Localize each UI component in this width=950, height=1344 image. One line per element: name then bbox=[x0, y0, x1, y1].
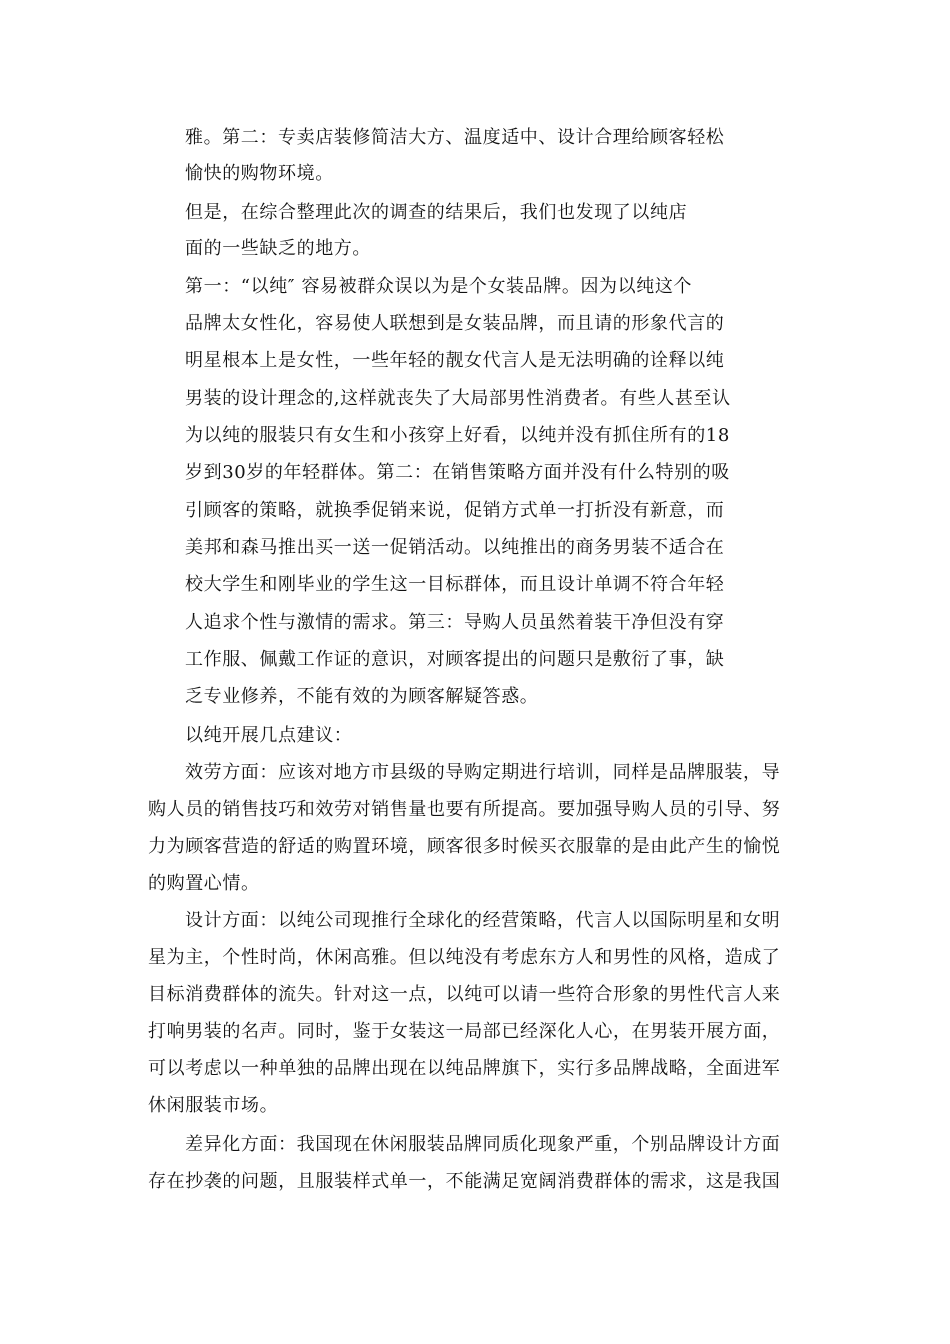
text-line: 为以纯的服装只有女生和小孩穿上好看，以纯并没有抓住所有的18 bbox=[185, 425, 730, 446]
section-heading: 以纯开展几点建议： bbox=[185, 725, 353, 746]
text-line: 乏专业修养，不能有效的为顾客解疑答惑。 bbox=[185, 686, 539, 707]
text-line: 可以考虑以一种单独的品牌出现在以纯品牌旗下，实行多品牌战略，全面进军 bbox=[148, 1058, 781, 1079]
text-line: 打响男装的名声。同时，鉴于女装这一局部已经深化人心，在男装开展方面， bbox=[148, 1021, 781, 1042]
text-line: 工作服、佩戴工作证的意识，对顾客提出的问题只是敷衍了事，缺 bbox=[185, 649, 725, 670]
text-line: 差异化方面：我国现在休闲服装品牌同质化现象严重，个别品牌设计方面 bbox=[185, 1134, 781, 1155]
text-line: 明星根本上是女性，一些年轻的靓女代言人是无法明确的诠释以纯 bbox=[185, 350, 725, 371]
text-line: 岁到30岁的年轻群体。第二：在销售策略方面并没有什么特别的吸 bbox=[185, 462, 730, 483]
text-line: 美邦和森马推出买一送一促销活动。以纯推出的商务男装不适合在 bbox=[185, 537, 725, 558]
text-line: 人追求个性与激情的需求。第三：导购人员虽然着装干净但没有穿 bbox=[185, 612, 725, 633]
text-line: 的购置心情。 bbox=[148, 873, 260, 894]
text-line: 愉快的购物环境。 bbox=[185, 163, 334, 184]
text-line: 但是，在综合整理此次的调查的结果后，我们也发现了以纯店 bbox=[185, 202, 688, 223]
text-line: 购人员的销售技巧和效劳对销售量也要有所提高。要加强导购人员的引导、努 bbox=[148, 799, 781, 820]
text-line: 休闲服装市场。 bbox=[148, 1095, 279, 1116]
text-line: 第一：“以纯″ 容易被群众误以为是个女装品牌。因为以纯这个 bbox=[185, 276, 693, 297]
text-line: 星为主，个性时尚，休闲高雅。但以纯没有考虑东方人和男性的风格，造成了 bbox=[148, 947, 781, 968]
text-line: 效劳方面：应该对地方市县级的导购定期进行培训，同样是品牌服装，导 bbox=[185, 762, 781, 783]
text-line: 存在抄袭的问题，且服装样式单一，不能满足宽阔消费群体的需求，这是我国 bbox=[148, 1171, 781, 1192]
text-line: 校大学生和刚毕业的学生这一目标群体，而且设计单调不符合年轻 bbox=[185, 574, 725, 595]
text-line: 雅。第二：专卖店装修简洁大方、温度适中、设计合理给顾客轻松 bbox=[185, 127, 725, 148]
text-line: 力为顾客营造的舒适的购置环境，顾客很多时候买衣服靠的是由此产生的愉悦 bbox=[148, 836, 781, 857]
text-line: 男装的设计理念的,这样就丧失了大局部男性消费者。有些人甚至认 bbox=[185, 388, 731, 409]
text-line: 面的一些缺乏的地方。 bbox=[185, 238, 371, 259]
text-line: 设计方面：以纯公司现推行全球化的经营策略，代言人以国际明星和女明 bbox=[185, 910, 781, 931]
text-line: 引顾客的策略，就换季促销来说，促销方式单一打折没有新意，而 bbox=[185, 500, 725, 521]
text-line: 品牌太女性化，容易使人联想到是女装品牌，而且请的形象代言的 bbox=[185, 313, 725, 334]
text-line: 目标消费群体的流失。针对这一点，以纯可以请一些符合形象的男性代言人来 bbox=[148, 984, 781, 1005]
